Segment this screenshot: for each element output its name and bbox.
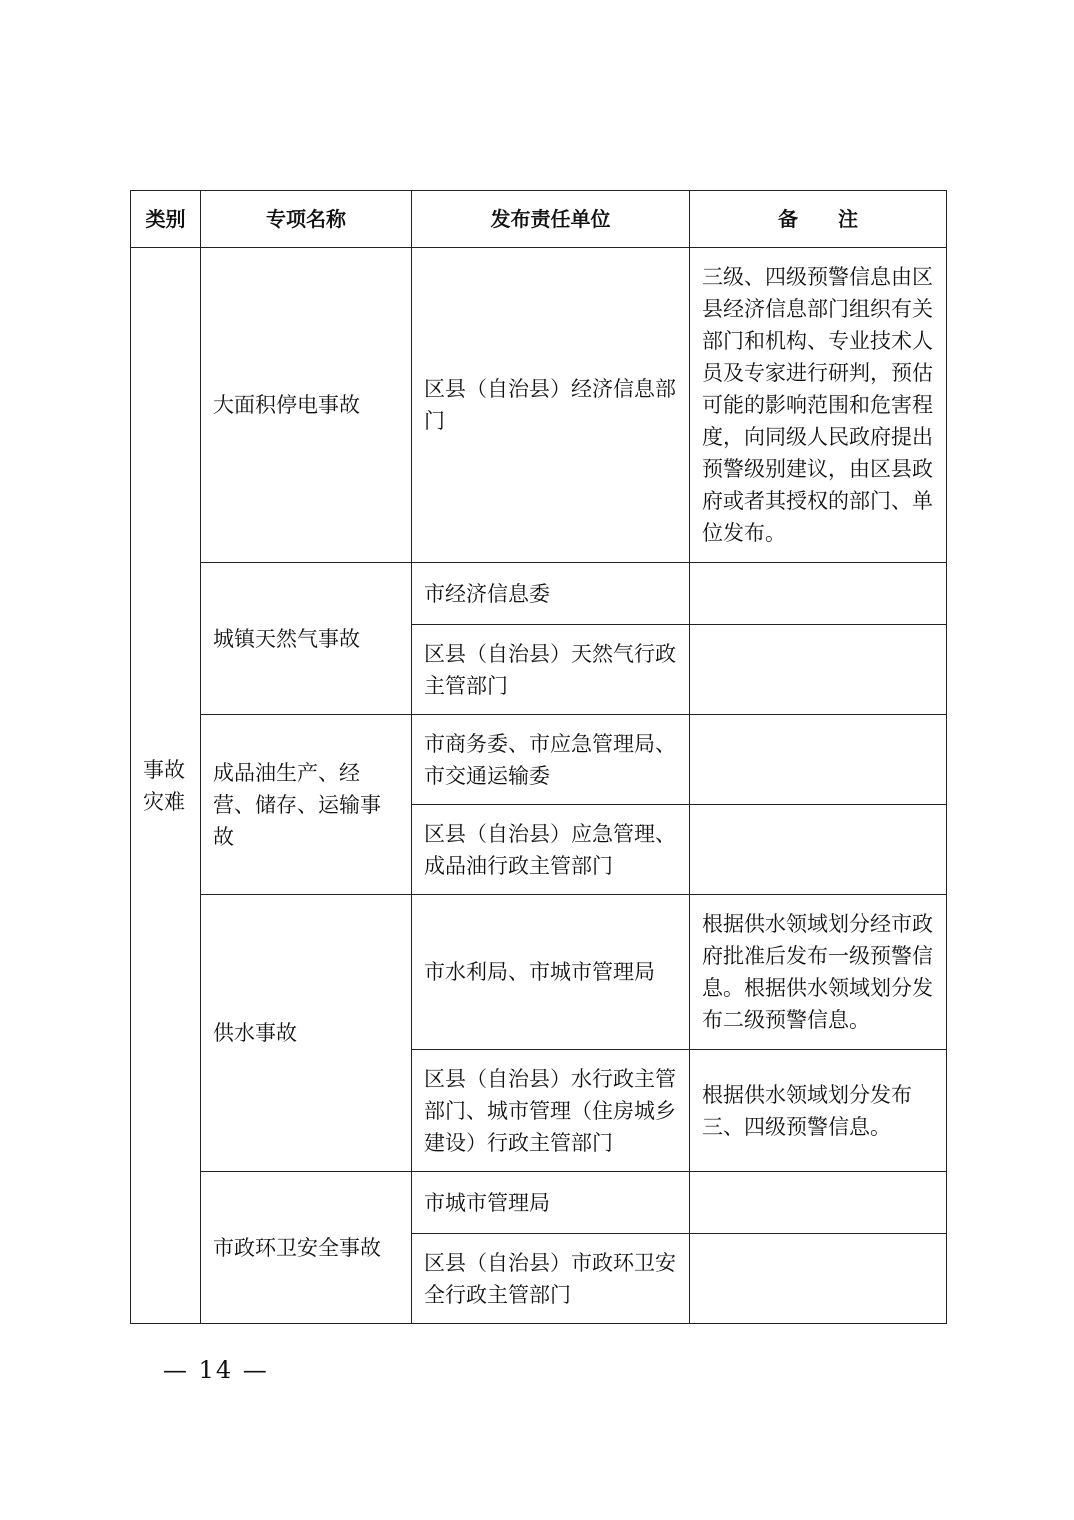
remark-cell: 根据供水领域划分经市政府批准后发布一级预警信息。根据供水领域划分发布二级预警信息。 xyxy=(690,895,947,1050)
remark-cell xyxy=(690,625,947,715)
category-cell: 事故灾难 xyxy=(131,248,201,1324)
item-cell: 市政环卫安全事故 xyxy=(201,1172,412,1324)
item-cell: 供水事故 xyxy=(201,895,412,1172)
remark-cell: 根据供水领域划分发布三、四级预警信息。 xyxy=(690,1050,947,1172)
item-cell: 成品油生产、经营、储存、运输事故 xyxy=(201,715,412,895)
table-row xyxy=(131,563,947,625)
remark-cell xyxy=(690,1234,947,1324)
unit-cell: 区县（自治县）应急管理、成品油行政主管部门 xyxy=(412,805,690,895)
unit-cell: 区县（自治县）天然气行政主管部门 xyxy=(412,625,690,715)
table-row xyxy=(131,715,947,805)
remark-cell xyxy=(690,563,947,625)
unit-cell: 市水利局、市城市管理局 xyxy=(412,895,690,1050)
item-cell: 大面积停电事故 xyxy=(201,248,412,563)
remark-cell: 三级、四级预警信息由区县经济信息部门组织有关部门和机构、专业技术人员及专家进行研判，预估可能的影响范围和危害程度，向同级人民政府提出预警级别建议，由区县政府或者其授权的部门、单位发布。 xyxy=(690,248,947,563)
table-row xyxy=(131,1172,947,1234)
header-remark: 备注 xyxy=(690,191,947,248)
header-unit: 发布责任单位 xyxy=(412,191,690,248)
unit-cell: 区县（自治县）经济信息部门 xyxy=(412,248,690,563)
page-number: — 14 — xyxy=(163,1356,269,1384)
table-row xyxy=(131,248,947,563)
item-cell: 城镇天然气事故 xyxy=(201,563,412,715)
header-item: 专项名称 xyxy=(201,191,412,248)
header-category: 类别 xyxy=(131,191,201,248)
remark-cell xyxy=(690,715,947,805)
remark-cell xyxy=(690,805,947,895)
remark-cell xyxy=(690,1172,947,1234)
unit-cell: 市经济信息委 xyxy=(412,563,690,625)
unit-cell: 市城市管理局 xyxy=(412,1172,690,1234)
warning-responsibility-table xyxy=(130,190,947,1324)
unit-cell: 区县（自治县）市政环卫安全行政主管部门 xyxy=(412,1234,690,1324)
unit-cell: 市商务委、市应急管理局、市交通运输委 xyxy=(412,715,690,805)
table-row xyxy=(131,895,947,1050)
table-header-row xyxy=(131,191,947,248)
unit-cell: 区县（自治县）水行政主管部门、城市管理（住房城乡建设）行政主管部门 xyxy=(412,1050,690,1172)
